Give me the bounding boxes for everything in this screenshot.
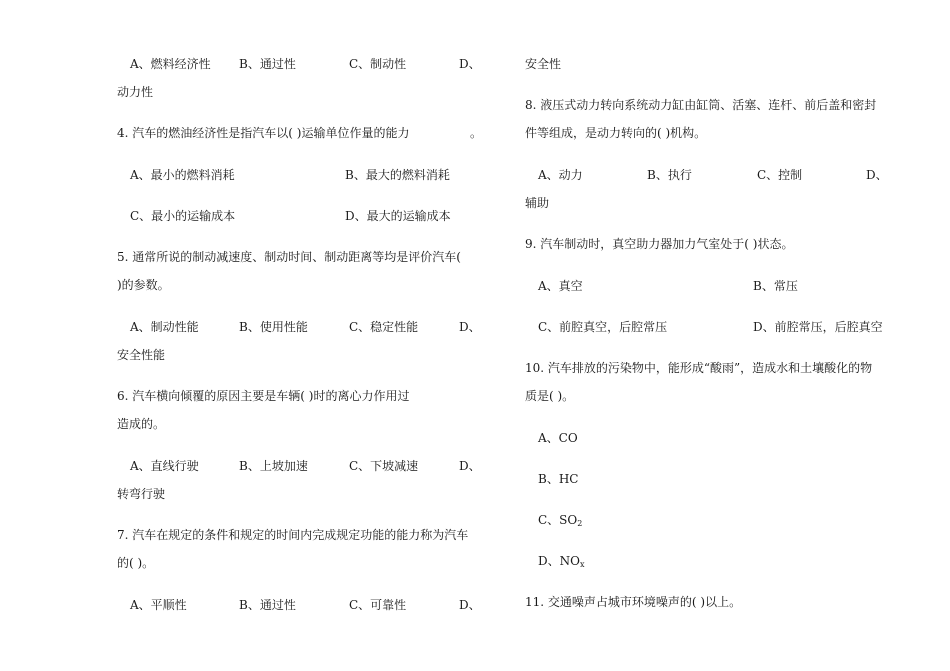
- q8-option-a: A、动力: [538, 168, 583, 182]
- question-11: 11. 交通噪声占城市环境噪声的( )以上。: [525, 595, 742, 609]
- question-8-line2: 件等组成，是动力转向的( )机构。: [525, 126, 707, 140]
- q7-option-d: D、: [459, 598, 481, 612]
- q4-option-a: A、最小的燃料消耗: [130, 168, 235, 182]
- q3-option-b: B、通过性: [239, 57, 296, 71]
- question-6-line2: 造成的。: [117, 417, 166, 431]
- q6-option-b: B、上坡加速: [239, 459, 308, 473]
- q10-option-d: [538, 553, 584, 573]
- q9-option-d: D、前腔常压，后腔真空: [753, 320, 883, 334]
- q9-option-a: A、真空: [538, 279, 583, 293]
- question-4-end: 。: [470, 126, 483, 140]
- question-5-line2: )的参数。: [117, 278, 170, 292]
- q8-option-d-text: 辅助: [525, 196, 550, 210]
- question-7-line1: 7. 汽车在规定的条件和规定的时间内完成规定功能的能力称为汽车: [117, 528, 469, 542]
- question-4: 4. 汽车的燃油经济性是指汽车以( )运输单位作量的能力: [117, 126, 410, 140]
- q3-option-d-text: 动力性: [117, 85, 154, 99]
- q6-option-d-text: 转弯行驶: [117, 487, 166, 501]
- question-9: 9. 汽车制动时，真空助力器加力气室处于( )状态。: [525, 237, 794, 251]
- q5-option-c: C、稳定性能: [349, 320, 419, 334]
- q9-option-b: B、常压: [753, 279, 798, 293]
- q6-option-d: D、: [459, 459, 481, 473]
- q8-option-d: D、: [866, 168, 888, 182]
- q10-option-c-text: C、SO: [538, 513, 578, 527]
- question-5-line1: 5. 通常所说的制动减速度、制动时间、制动距离等均是评价汽车(: [117, 250, 461, 264]
- q4-option-c: C、最小的运输成本: [130, 209, 236, 223]
- question-7-line2: 的( )。: [117, 556, 155, 570]
- q10-option-a: A、CO: [538, 431, 578, 445]
- q10-option-b: B、HC: [538, 472, 579, 486]
- q7-option-d-text: 安全性: [525, 57, 562, 71]
- q4-option-d: D、最大的运输成本: [345, 209, 451, 223]
- q4-option-b: B、最大的燃料消耗: [345, 168, 450, 182]
- q10-option-d-text: D、NO: [538, 554, 580, 568]
- question-10-line1: 10. 汽车排放的污染物中，能形成“酸雨”，造成水和土壤酸化的物: [525, 361, 873, 375]
- question-8-line1: 8. 液压式动力转向系统动力缸由缸筒、活塞、连杆、前后盖和密封: [525, 98, 877, 112]
- question-6-line1: 6. 汽车横向倾覆的原因主要是车辆( )时的离心力作用过: [117, 389, 410, 403]
- q5-option-d-text: 安全性能: [117, 348, 166, 362]
- q6-option-c: C、下坡减速: [349, 459, 419, 473]
- q5-option-a: A、制动性能: [130, 320, 199, 334]
- q5-option-d: D、: [459, 320, 481, 334]
- q7-option-a: A、平顺性: [130, 598, 187, 612]
- q3-option-d: D、: [459, 57, 481, 71]
- q5-option-b: B、使用性能: [239, 320, 308, 334]
- q9-option-c: C、前腔真空，后腔常压: [538, 320, 668, 334]
- q10-option-d-subscript: x: [579, 560, 585, 569]
- q10-option-c: [538, 512, 582, 532]
- q8-option-c: C、控制: [757, 168, 803, 182]
- q6-option-a: A、直线行驶: [130, 459, 199, 473]
- q3-option-c: C、制动性: [349, 57, 407, 71]
- q7-option-c: C、可靠性: [349, 598, 407, 612]
- q8-option-b: B、执行: [647, 168, 692, 182]
- q7-option-b: B、通过性: [239, 598, 296, 612]
- q3-option-a: A、燃料经济性: [130, 57, 211, 71]
- question-10-line2: 质是( )。: [525, 389, 575, 403]
- q10-option-c-subscript: 2: [577, 519, 583, 528]
